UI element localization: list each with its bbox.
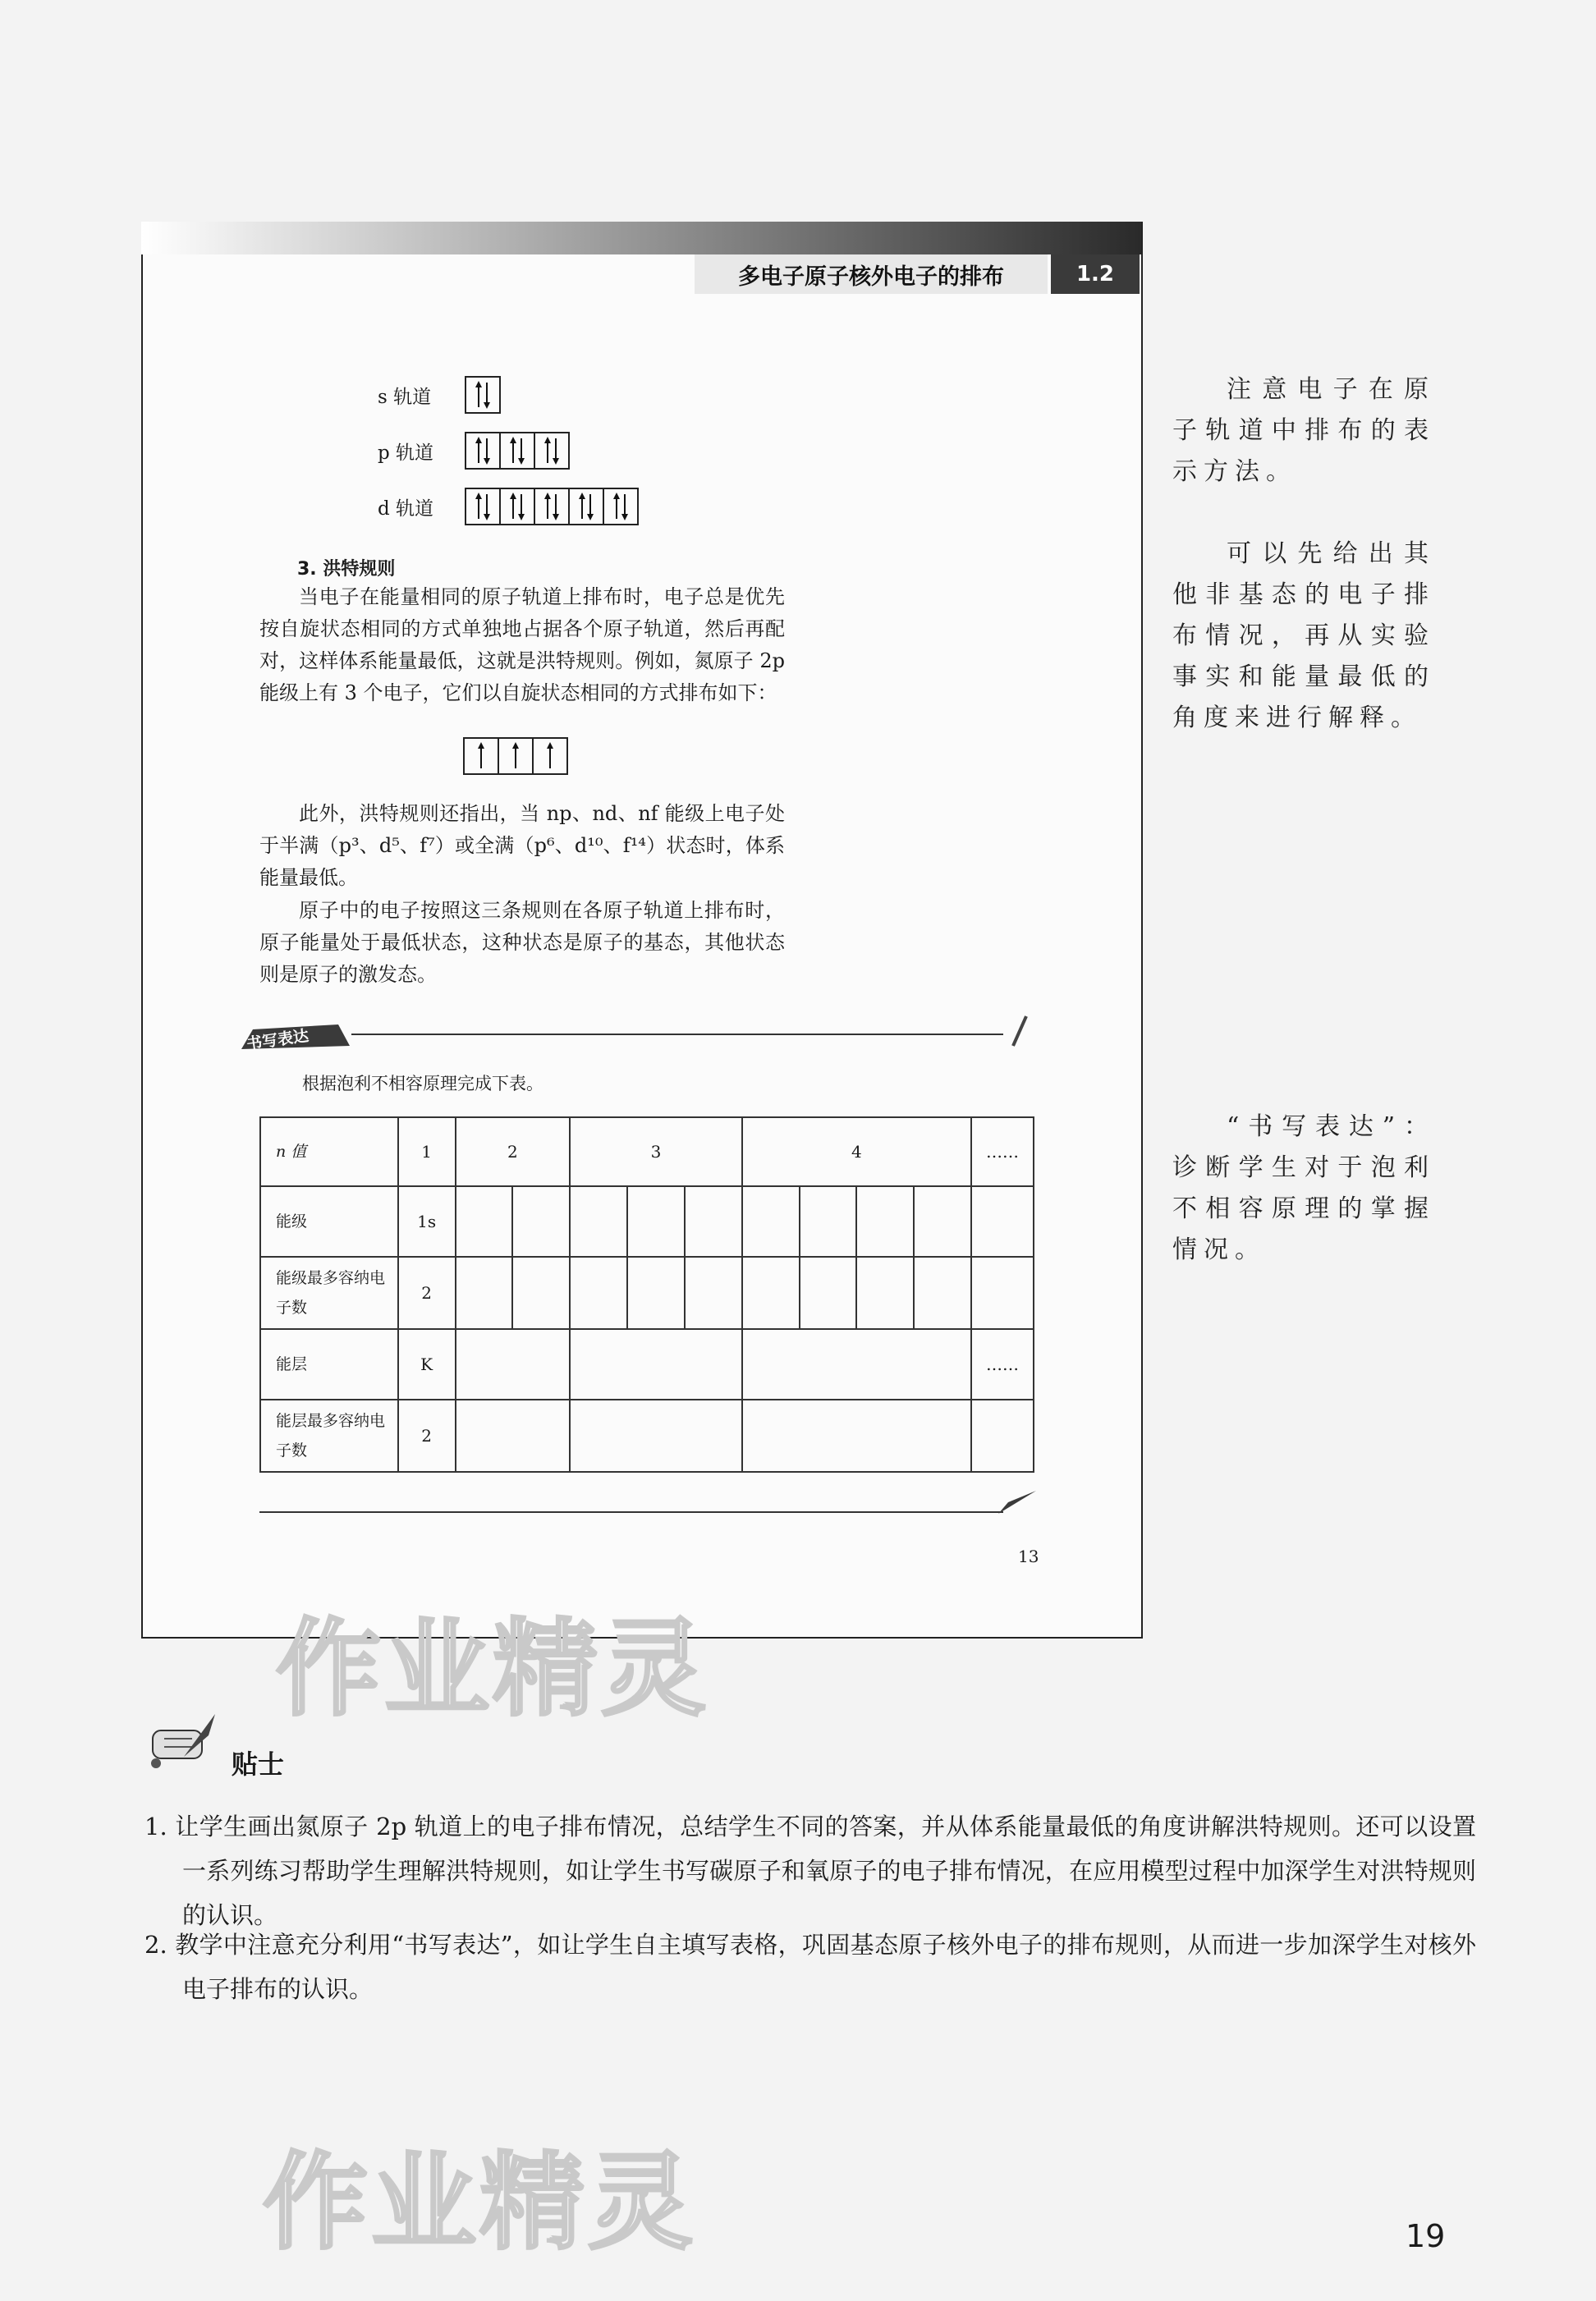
blank-cell[interactable] bbox=[914, 1257, 971, 1329]
blank-cell[interactable] bbox=[971, 1257, 1034, 1329]
orbital-label-p: p 轨道 bbox=[378, 442, 434, 464]
blank-cell[interactable] bbox=[456, 1329, 571, 1400]
paired-electron-box bbox=[501, 433, 535, 468]
paired-electron-box bbox=[604, 489, 637, 524]
blank-cell[interactable] bbox=[685, 1257, 742, 1329]
table-row-level-max: 能级最多容纳电子数 bbox=[260, 1257, 398, 1329]
paired-electron-box bbox=[466, 378, 499, 412]
blank-cell[interactable] bbox=[627, 1257, 685, 1329]
tip-item-1: 1. 让学生画出氮原子 2p 轨道上的电子排布情况，总结学生不同的答案，并从体系能量最低的角度讲解洪特规则。还可以设置一系列练习帮助学生理解洪特规则，如让学生书写碳原子和氧原子的电子排布情况，在应用模型过程中加深学生对洪特规则的认识。 bbox=[144, 1813, 1476, 1929]
cell-shell-K: K bbox=[398, 1329, 456, 1400]
n-value-1: 1 bbox=[398, 1117, 456, 1186]
tips-title: 贴士 bbox=[232, 1749, 285, 1780]
blank-cell[interactable] bbox=[570, 1400, 741, 1472]
blank-cell[interactable] bbox=[627, 1186, 685, 1257]
scroll-quill-icon bbox=[144, 1706, 223, 1772]
blank-cell[interactable] bbox=[512, 1186, 570, 1257]
n-value-2: 2 bbox=[456, 1117, 571, 1186]
table-row-shell: 能层 bbox=[260, 1329, 398, 1400]
nitrogen-2p-boxes bbox=[463, 737, 568, 775]
blank-cell[interactable] bbox=[742, 1257, 800, 1329]
page-number: 19 bbox=[1406, 2218, 1446, 2254]
blank-cell[interactable] bbox=[971, 1400, 1034, 1472]
paired-electron-box bbox=[466, 489, 501, 524]
hund-paragraph-1: 当电子在能量相同的原子轨道上排布时，电子总是优先按自旋状态相同的方式单独地占据各个原子轨道，然后再配对，这样体系能量最低，这就是洪特规则。例如，氮原子 2p 能级上有 3 个电子，它们以自旋状态相同的方式排布如下： bbox=[259, 585, 785, 704]
blank-cell[interactable] bbox=[742, 1329, 971, 1400]
blank-cell[interactable] bbox=[856, 1257, 914, 1329]
writing-instruction: 根据泡利不相容原理完成下表。 bbox=[302, 1074, 543, 1093]
cell-shell-dots: …… bbox=[971, 1329, 1034, 1400]
orbital-label-s: s 轨道 bbox=[378, 387, 432, 408]
paired-electron-box bbox=[570, 489, 604, 524]
n-value-more: …… bbox=[971, 1117, 1034, 1186]
single-electron-box bbox=[465, 739, 499, 773]
writing-banner-graphic bbox=[241, 1006, 1038, 1056]
table-end-rule bbox=[259, 1478, 1039, 1519]
paired-electron-box bbox=[501, 489, 535, 524]
chapter-title: 多电子原子核外电子的排布 bbox=[695, 254, 1048, 294]
watermark: 作业精灵 bbox=[263, 2142, 697, 2264]
paired-electron-box bbox=[535, 433, 568, 468]
pauli-fill-table bbox=[259, 1116, 1034, 1473]
cell-shell-max-1: 2 bbox=[398, 1400, 456, 1472]
blank-cell[interactable] bbox=[856, 1186, 914, 1257]
inner-page-number: 13 bbox=[1018, 1547, 1039, 1566]
watermark: 作业精灵 bbox=[276, 1608, 710, 1730]
section-number: 1.2 bbox=[1051, 254, 1140, 294]
blank-cell[interactable] bbox=[742, 1400, 971, 1472]
cell-1s: 1s bbox=[398, 1186, 456, 1257]
side-note-1: 注意电子在原子轨道中排布的表示方法。 bbox=[1172, 375, 1435, 486]
side-note-2: 可以先给出其他非基态的电子排布情况，再从实验事实和能量最低的角度来进行解释。 bbox=[1172, 539, 1435, 732]
blank-cell[interactable] bbox=[685, 1186, 742, 1257]
orbital-label-d: d 轨道 bbox=[378, 498, 434, 520]
orbital-d-boxes bbox=[465, 488, 639, 525]
blank-cell[interactable] bbox=[456, 1400, 571, 1472]
blank-cell[interactable] bbox=[742, 1186, 800, 1257]
n-value-4: 4 bbox=[742, 1117, 971, 1186]
blank-cell[interactable] bbox=[512, 1257, 570, 1329]
blank-cell[interactable] bbox=[456, 1257, 513, 1329]
section-heading-hund: 3. 洪特规则 bbox=[297, 559, 396, 580]
blank-cell[interactable] bbox=[800, 1257, 857, 1329]
table-row-shell-max: 能层最多容纳电子数 bbox=[260, 1400, 398, 1472]
paired-electron-box bbox=[466, 433, 501, 468]
blank-cell[interactable] bbox=[570, 1329, 741, 1400]
blank-cell[interactable] bbox=[800, 1186, 857, 1257]
table-row-energy-level: 能级 bbox=[260, 1186, 398, 1257]
cell-level-max-1: 2 bbox=[398, 1257, 456, 1329]
blank-cell[interactable] bbox=[570, 1186, 627, 1257]
paired-electron-box bbox=[535, 489, 570, 524]
blank-cell[interactable] bbox=[971, 1186, 1034, 1257]
orbital-p-boxes bbox=[465, 432, 570, 470]
blank-cell[interactable] bbox=[570, 1257, 627, 1329]
orbital-s-boxes bbox=[465, 376, 501, 414]
hund-paragraph-3: 原子中的电子按照这三条规则在各原子轨道上排布时，原子能量处于最低状态，这种状态是原子的基态，其他状态则是原子的激发态。 bbox=[259, 899, 785, 986]
table-header-n: n 值 bbox=[260, 1117, 398, 1186]
hund-paragraph-2: 此外，洪特规则还指出，当 np、nd、nf 能级上电子处于半满（p³、d⁵、f⁷）或全满（p⁶、d¹⁰、f¹⁴）状态时，体系能量最低。 bbox=[259, 802, 785, 889]
single-electron-box bbox=[499, 739, 534, 773]
tip-item-2: 2. 教学中注意充分利用“书写表达”，如让学生自主填写表格，巩固基态原子核外电子的排布规则，从而进一步加深学生对核外电子排布的认识。 bbox=[144, 1931, 1476, 2003]
blank-cell[interactable] bbox=[914, 1186, 971, 1257]
side-note-3: “书写表达”：诊断学生对于泡利不相容原理的掌握情况。 bbox=[1172, 1112, 1435, 1264]
n-value-3: 3 bbox=[570, 1117, 741, 1186]
writing-banner-label: 书写表达 bbox=[245, 1026, 310, 1054]
blank-cell[interactable] bbox=[456, 1186, 513, 1257]
single-electron-box bbox=[534, 739, 566, 773]
